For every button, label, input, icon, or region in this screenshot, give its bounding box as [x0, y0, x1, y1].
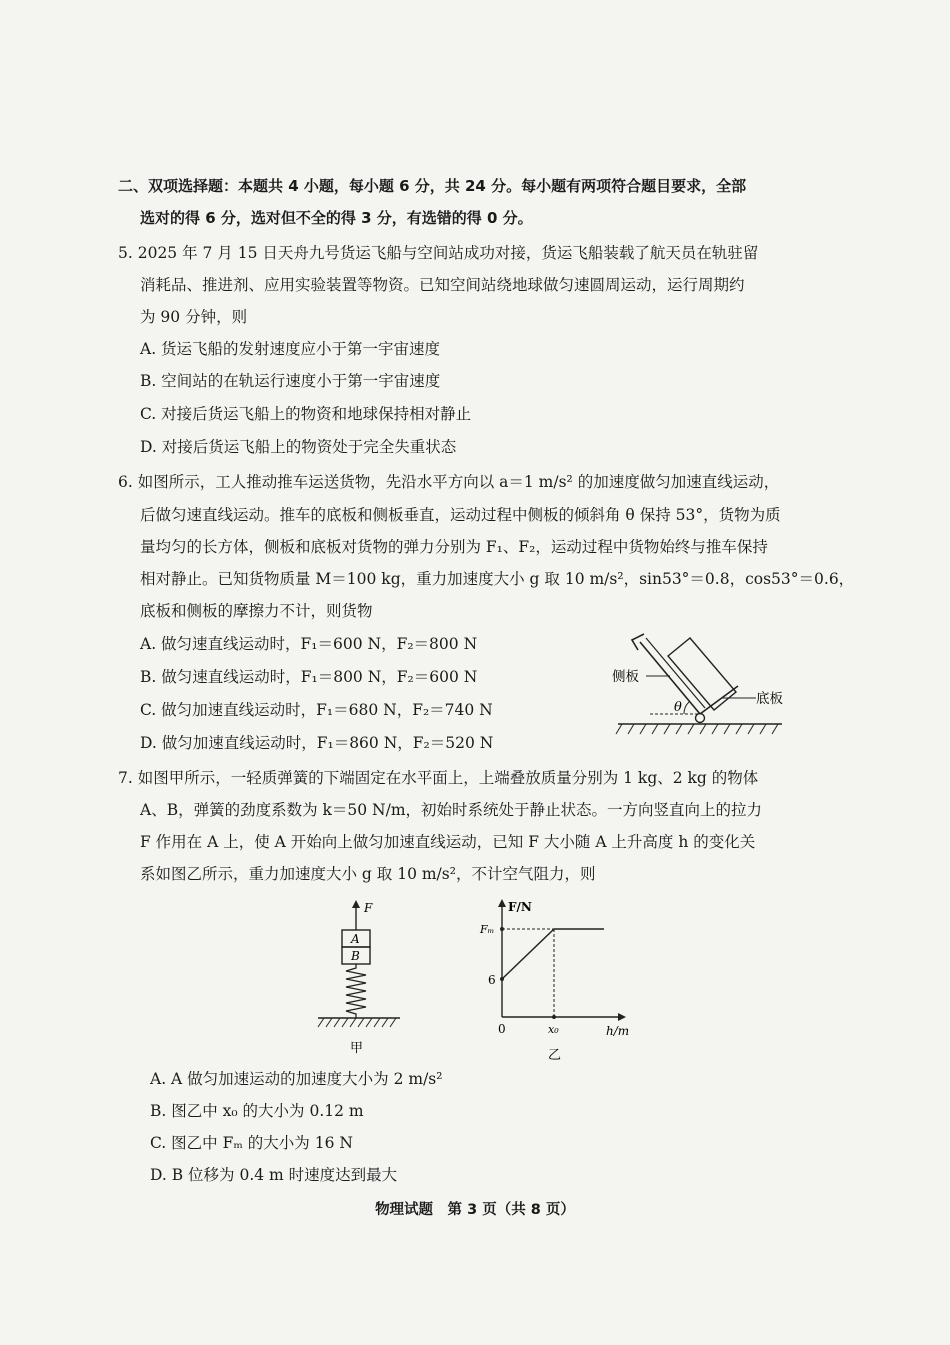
q7-option-c: C. 图乙中 Fₘ 的大小为 16 N: [150, 1134, 353, 1152]
cart-wheel: [696, 714, 705, 723]
ground-hatching: [616, 724, 778, 734]
q6-stem-line4: 相对静止。已知货物质量 M＝100 kg，重力加速度大小 g 取 10 m/s²，sin53°＝0.8，cos53°＝0.6，: [140, 570, 855, 588]
q7-stem-line3: F 作用在 A 上，使 A 开始向上做匀加速直线运动，已知 F 大小随 A 上升高度 h 的变化关: [140, 833, 756, 851]
y-tick-six: 6: [488, 973, 496, 987]
q6-option-b: B. 做匀速直线运动时，F₁＝800 N，F₂＝600 N: [140, 668, 478, 686]
block-b-label: B: [351, 949, 360, 963]
x-axis-label: h/m: [606, 1024, 630, 1038]
q5-option-c: C. 对接后货运飞船上的物资和地球保持相对静止: [140, 405, 472, 423]
q7-figure-yi: [470, 895, 640, 1065]
cart-handle: [632, 634, 644, 650]
fm-label: Fₘ: [480, 923, 495, 936]
y-axis-label: F/N: [508, 900, 532, 914]
q5-stem-line3: 为 90 分钟，则: [140, 308, 248, 326]
bottom-plate-label: 底板: [756, 691, 783, 707]
q7-option-d: D. B 位移为 0.4 m 时速度达到最大: [150, 1166, 398, 1184]
x0-label: x₀: [548, 1023, 559, 1036]
force-label: F: [364, 901, 373, 915]
q7-option-b: B. 图乙中 x₀ 的大小为 0.12 m: [150, 1102, 364, 1120]
fm-tick: [500, 927, 504, 931]
graph-rising-segment: [502, 929, 554, 979]
q5-option-a: A. 货运飞船的发射速度应小于第一宇宙速度: [140, 340, 441, 358]
angle-arc: [684, 702, 689, 714]
x0-tick: [552, 1015, 556, 1019]
q6-cart-figure: [610, 630, 800, 745]
q6-stem-line3: 量均匀的长方体，侧板和底板对货物的弹力分别为 F₁、F₂，运动过程中货物始终与推车保持: [140, 538, 768, 556]
block-a-label: A: [351, 932, 360, 946]
side-plate-label: 侧板: [612, 669, 639, 685]
q5-option-b: B. 空间站的在轨运行速度小于第一宇宙速度: [140, 372, 441, 390]
q6-stem-line2: 后做匀速直线运动。推车的底板和侧板垂直，运动过程中侧板的倾斜角 θ 保持 53°，货物为质: [140, 506, 781, 524]
q6-option-a: A. 做匀速直线运动时，F₁＝600 N，F₂＝800 N: [140, 635, 478, 653]
section-header-line1: 二、双项选择题：本题共 4 小题，每小题 6 分，共 24 分。每小题有两项符合题目要求，全部: [118, 177, 747, 195]
page-footer: 物理试题 第 3 页（共 8 页）: [375, 1202, 575, 1218]
q6-option-c: C. 做匀加速直线运动时，F₁＝680 N，F₂＝740 N: [140, 701, 493, 719]
q7-figure-jia: [310, 898, 410, 1058]
angle-label: θ: [674, 700, 682, 715]
q5-stem-line1: 5. 2025 年 7 月 15 日天舟九号货运飞船与空间站成功对接，货运飞船装载了航天员在轨驻留: [118, 244, 759, 262]
x-axis-arrow: [618, 1013, 626, 1021]
q6-stem-line1: 6. 如图所示，工人推动推车运送货物，先沿水平方向以 a＝1 m/s² 的加速度做匀加速直线运动，: [118, 473, 780, 491]
q5-stem-line2: 消耗品、推进剂、应用实验装置等物资。已知空间站绕地球做匀速圆周运动，运行周期约: [140, 276, 745, 294]
q6-option-d: D. 做匀加速直线运动时，F₁＝860 N，F₂＝520 N: [140, 734, 494, 752]
jia-caption: 甲: [350, 1041, 364, 1056]
y-axis-arrow: [498, 899, 506, 907]
q5-option-d: D. 对接后货运飞船上的物资处于完全失重状态: [140, 438, 457, 456]
jia-ground-hatching: [318, 1018, 396, 1027]
q6-stem-line5: 底板和侧板的摩擦力不计，则货物: [140, 602, 373, 620]
yi-caption: 乙: [548, 1048, 562, 1063]
origin-label: 0: [498, 1022, 506, 1036]
q7-stem-line1: 7. 如图甲所示，一轻质弹簧的下端固定在水平面上，上端叠放质量分别为 1 kg、2 kg 的物体: [118, 769, 759, 787]
q7-option-a: A. A 做匀加速运动的加速度大小为 2 m/s²: [150, 1070, 443, 1088]
q7-stem-line4: 系如图乙所示，重力加速度大小 g 取 10 m/s²，不计空气阻力，则: [140, 865, 596, 883]
section-header-line2: 选对的得 6 分，选对但不全的得 3 分，有选错的得 0 分。: [140, 209, 533, 227]
spring: [346, 964, 366, 1018]
force-arrow-head: [352, 900, 360, 908]
six-tick: [500, 977, 504, 981]
q7-stem-line2: A、B，弹簧的劲度系数为 k＝50 N/m，初始时系统处于静止状态。一方向竖直向上的拉力: [140, 801, 763, 819]
